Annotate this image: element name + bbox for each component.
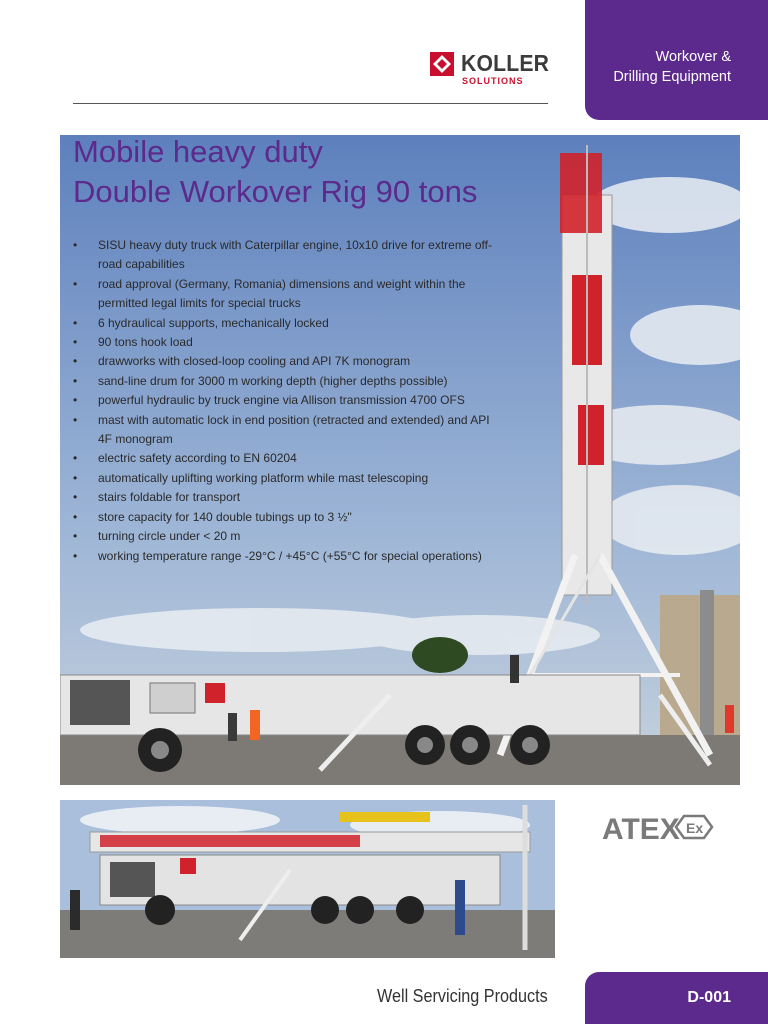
category-tab	[585, 0, 768, 120]
product-line: Well Servicing Products	[377, 986, 548, 1006]
doc-code: D-001	[687, 989, 731, 1006]
atex-mark: Ex	[686, 820, 704, 836]
feature-item: • road approval (Germany, Romania) dimensions and weight within the permitted legal limits for special trucks	[73, 275, 498, 314]
title-line-2: Double Workover Rig 90 tons	[73, 174, 478, 209]
feature-item: • powerful hydraulic by truck engine via Allison transmission 4700 OFS	[73, 391, 498, 410]
feature-item: • 90 tons hook load	[73, 333, 498, 352]
category-line-2: Drilling Equipment	[613, 69, 731, 85]
atex-label: ATEX	[602, 813, 680, 846]
header-divider	[73, 103, 548, 104]
feature-item: • SISU heavy duty truck with Caterpillar engine, 10x10 drive for extreme off-road capabilities	[73, 236, 498, 275]
feature-item: • sand-line drum for 3000 m working depth (higher depths possible)	[73, 372, 498, 391]
feature-item: • electric safety according to EN 60204	[73, 449, 498, 468]
title-line-1: Mobile heavy duty	[73, 134, 323, 169]
feature-item: • mast with automatic lock in end position (retracted and extended) and API 4F monogram	[73, 411, 498, 450]
atex-certification	[600, 808, 715, 846]
atex-ex-icon	[600, 808, 715, 846]
doc-code-tab	[585, 972, 768, 1024]
feature-item: • store capacity for 140 double tubings up to 3 ½"	[73, 508, 498, 527]
feature-list	[73, 236, 498, 566]
logo-name: KOLLER	[461, 50, 550, 76]
koller-logo-icon	[430, 52, 454, 76]
feature-item: • drawworks with closed-loop cooling and API 7K monogram	[73, 352, 498, 371]
koller-logo	[430, 50, 555, 90]
feature-item: • stairs foldable for transport	[73, 488, 498, 507]
feature-item: • 6 hydraulical supports, mechanically locked	[73, 314, 498, 333]
rig-photo-transport	[60, 800, 555, 958]
logo-tagline: SOLUTIONS	[462, 76, 524, 86]
feature-item: • automatically uplifting working platform while mast telescoping	[73, 469, 498, 488]
feature-item: • turning circle under < 20 m	[73, 527, 498, 546]
feature-item: • working temperature range -29°C / +45°C (+55°C for special operations)	[73, 547, 498, 566]
category-line-1: Workover &	[655, 49, 731, 65]
page-title	[73, 132, 503, 212]
